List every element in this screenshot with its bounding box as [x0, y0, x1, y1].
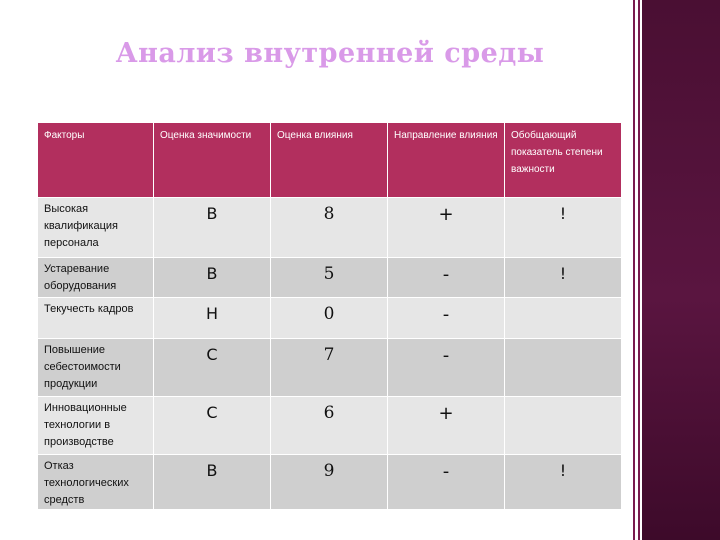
influence-cell: 8	[271, 198, 388, 258]
significance-cell: В	[154, 455, 271, 510]
significance-cell: В	[154, 198, 271, 258]
table-row	[38, 198, 622, 258]
influence-cell: 0	[271, 298, 388, 339]
slide-title: Анализ внутренней среды	[115, 38, 545, 69]
table-header-row	[38, 123, 622, 198]
direction-cell: -	[388, 339, 505, 397]
factor-cell: Инновационные технологии в производстве	[38, 397, 154, 455]
direction-cell: +	[388, 198, 505, 258]
header-importance: Обобщающий показатель степени важности	[505, 123, 622, 198]
factor-cell: Текучесть кадров	[38, 298, 154, 339]
internal-environment-table	[37, 122, 622, 510]
importance-cell	[505, 397, 622, 455]
factor-cell: Повышение себестоимости продукции	[38, 339, 154, 397]
direction-cell: -	[388, 298, 505, 339]
direction-cell: -	[388, 455, 505, 510]
influence-cell: 7	[271, 339, 388, 397]
importance-cell: !	[505, 198, 622, 258]
header-influence: Оценка влияния	[271, 123, 388, 198]
table-row	[38, 258, 622, 298]
importance-cell: !	[505, 258, 622, 298]
influence-cell: 6	[271, 397, 388, 455]
importance-cell: !	[505, 455, 622, 510]
table-row	[38, 339, 622, 397]
significance-cell: С	[154, 397, 271, 455]
significance-cell: В	[154, 258, 271, 298]
importance-cell	[505, 339, 622, 397]
influence-cell: 9	[271, 455, 388, 510]
significance-cell: С	[154, 339, 271, 397]
factor-cell: Устаревание оборудования	[38, 258, 154, 298]
header-factors: Факторы	[38, 123, 154, 198]
significance-cell: Н	[154, 298, 271, 339]
table-row	[38, 455, 622, 510]
frame-line-right	[638, 0, 640, 540]
frame-line-left	[633, 0, 635, 540]
importance-cell	[505, 298, 622, 339]
header-direction: Направление влияния	[388, 123, 505, 198]
direction-cell: -	[388, 258, 505, 298]
table-row	[38, 397, 622, 455]
header-significance: Оценка значимости	[154, 123, 271, 198]
factor-cell: Высокая квалификация персонала	[38, 198, 154, 258]
influence-cell: 5	[271, 258, 388, 298]
direction-cell: +	[388, 397, 505, 455]
decorative-side-panel	[642, 0, 720, 540]
factor-cell: Отказ технологических средств	[38, 455, 154, 510]
table-row	[38, 298, 622, 339]
